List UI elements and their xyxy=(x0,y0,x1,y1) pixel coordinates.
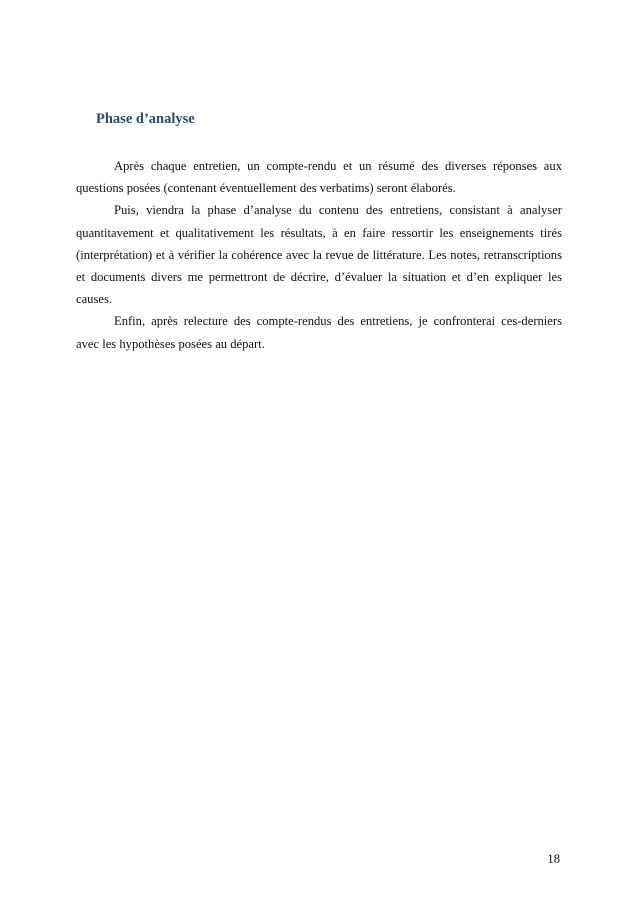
section-title: Phase d’analyse xyxy=(96,111,195,127)
paragraph: Après chaque entretien, un compte-rendu et un résumé des diverses réponses aux questions posées (contenant éventuellement des verbatims) seront élaborés. xyxy=(76,159,562,196)
body-text xyxy=(76,155,562,355)
paragraph: Enfin, après relecture des compte-rendus des entretiens, je confronterai ces-derniers avec les hypothèses posées au départ. xyxy=(76,314,562,351)
page-number: 18 xyxy=(547,852,560,866)
paragraph: Puis, viendra la phase d’analyse du contenu des entretiens, consistant à analyser quantitavement et qualitativement les résultats, à en faire ressortir les enseignements tirés (interprétation) et à vérifier la cohérence avec la revue de littérature. Les notes, retranscriptions et documents divers me permettront de décrire, d’évaluer la situation et d’en expliquer les causes. xyxy=(76,203,562,307)
